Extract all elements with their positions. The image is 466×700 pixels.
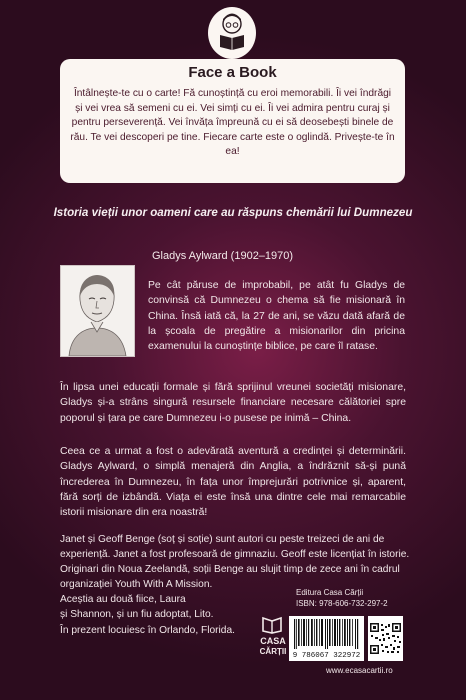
author-line: Originari din Noua Zeelandă, soții Benge au slujit timp de zece ani în cadrul [60, 564, 400, 576]
face-a-book-logo [208, 7, 256, 59]
author-line: experiență. Janet a fost profesoară de gimnaziu. Geoff este licențiat în istorie. [60, 549, 410, 561]
publisher-info [296, 587, 388, 609]
gladys-portrait-image [60, 265, 135, 357]
logo-line-2: CĂRȚII [259, 647, 287, 656]
author-line: organizației Youth With A Mission. [60, 579, 213, 591]
paragraph-1: Pe cât păruse de improbabil, pe atât fu Gladys de convinsă că Dumnezeu o chema să fie misionară în China. Însă iată că, la 27 de ani, se văzu dată afară de la școala de pregătire a misionarilor din pricina examenului la cunoștințe biblice, pe care îl ratase. [148, 280, 405, 353]
barcode-bars [289, 616, 364, 650]
publisher-name: Editura Casa Cărții [296, 588, 364, 597]
book-icon [261, 616, 283, 634]
author-line: În prezent locuiesc în Orlando, Florida. [60, 624, 235, 636]
author-line: Janet și Geoff Benge (soț și soție) sunt autori cu peste treizeci de ani de [60, 534, 385, 545]
cover-headline: Istoria vieții unor oameni care au răspuns chemării lui Dumnezeu [53, 206, 413, 219]
casa-cartii-logo [258, 614, 288, 660]
author-line: Aceștia au două fiice, Laura [60, 594, 186, 606]
qr-code [368, 616, 403, 661]
person-name [152, 250, 293, 262]
card-title: Face a Book [188, 64, 277, 81]
person-years: (1902–1970) [230, 250, 294, 262]
publisher-website: www.ecasacartii.ro [326, 666, 393, 675]
barcode [289, 616, 364, 661]
face-a-book-card [60, 59, 405, 183]
logo-line-1: CASA [260, 636, 286, 646]
paragraph-3: Ceea ce a urmat a fost o adevărată aventură a credinței și determinării. Gladys Aylward, o simplă menajeră din Anglia, a îndrăznit să-și pună încrederea în Dumnezeu, în fața unor împrejurări potrivnice și, aparent, fără sorți de izbândă. Viața ei este însă una dintre cele mai remarcabile istorii misionare din era noastră! [60, 446, 406, 519]
isbn: ISBN: 978-606-732-297-2 [296, 599, 388, 608]
barcode-number: 9 786067 322972 [292, 652, 361, 660]
person-name-text: Gladys Aylward [152, 250, 228, 262]
card-text: Întâlnește-te cu o carte! Fă cunoștință cu eroi memorabili. Îi vei îndrăgi și vei vrea să semeni cu ei. Vei simți cu ei. Îi vei admira pentru curaj și pentru perseverență. Vei învăța împreună cu ei să deosebești binele de rău. Te vei descoperi pe tine. Fiecare carte este o oglindă. Privește-te în ea! [70, 88, 395, 158]
paragraph-2: În lipsa unei educații formale și fără sprijinul vreunei societăți misionare, Gladys și-a strâns singură resursele financiare necesare călătoriei spre poporul și țara pe care Dumnezeu i-o pusese pe inimă – China. [60, 382, 406, 424]
author-line: și Shannon, și un fiu adoptat, Lito. [60, 609, 214, 621]
